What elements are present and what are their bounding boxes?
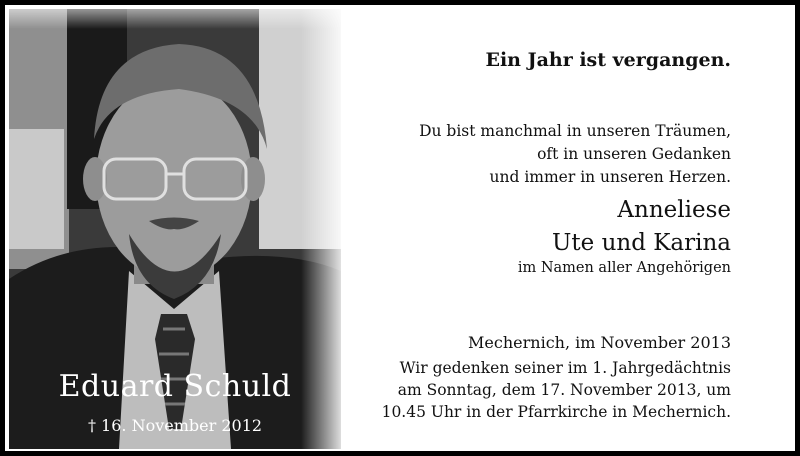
mourner-name: Ute und Karina: [552, 230, 731, 256]
memorial-info: [382, 357, 731, 423]
mourners-note: im Namen aller Angehörigen: [517, 260, 731, 276]
poem: [419, 120, 731, 189]
poem-line: und immer in unseren Herzen.: [489, 168, 731, 186]
notice-heading: Ein Jahr ist vergangen.: [485, 49, 731, 71]
deceased-name: Eduard Schuld: [58, 369, 292, 404]
memorial-info-line: 10.45 Uhr in der Pfarrkirche in Mechernich.: [381, 403, 731, 421]
portrait-photo: [9, 9, 341, 449]
mourner-name: Anneliese: [617, 197, 731, 223]
place-date: Mechernich, im November 2013: [468, 333, 731, 352]
memorial-info-line: am Sonntag, dem 17. November 2013, um: [397, 381, 731, 399]
death-date: † 16. November 2012: [87, 416, 263, 435]
mourner-names: [552, 194, 731, 260]
poem-line: oft in unseren Gedanken: [537, 145, 731, 163]
poem-line: Du bist manchmal in unseren Träumen,: [419, 122, 731, 140]
memorial-info-line: Wir gedenken seiner im 1. Jahrgedächtnis: [399, 359, 731, 377]
